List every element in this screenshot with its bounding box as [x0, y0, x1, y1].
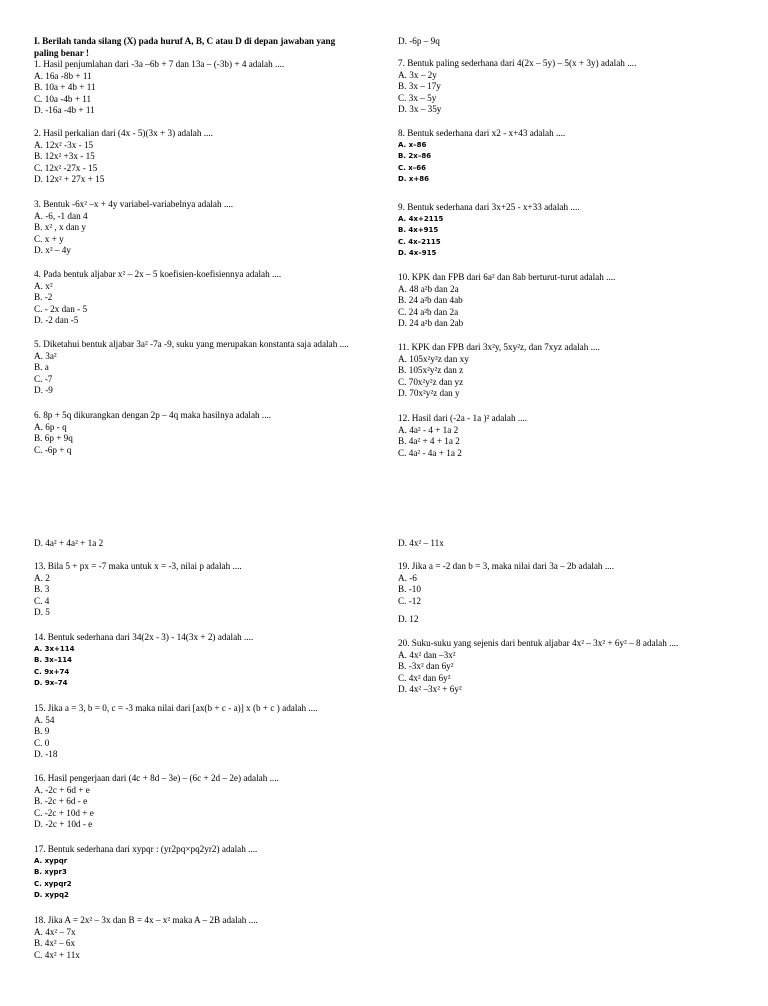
- question-stem: 9. Bentuk sederhana dari 3x+25 - x+33 adalah ....: [398, 202, 580, 212]
- option-c[interactable]: C. 4x² dan 6y²: [398, 672, 451, 683]
- question-13: [34, 561, 374, 619]
- option-c[interactable]: C. 3x – 5y: [398, 92, 437, 103]
- option-d[interactable]: D. -18: [34, 749, 58, 760]
- option-b[interactable]: B. 4a² + 4 + 1a 2: [398, 436, 460, 447]
- section-heading: I. Berilah tanda silang (X) pada huruf A, B, C atau D di depan jawaban yang paling benar !: [34, 36, 336, 58]
- question-16: [34, 773, 374, 831]
- option-b[interactable]: B. -3x² dan 6y²: [398, 661, 454, 672]
- question-stem: 17. Bentuk sederhana dari xypqr : (yr2pq×pq2yr2) adalah ....: [34, 844, 258, 854]
- option-c[interactable]: C. 12x² -27x - 15: [34, 162, 98, 173]
- question-20: [398, 638, 738, 696]
- option-c[interactable]: C. -12: [398, 595, 421, 606]
- question-stem: 2. Hasil perkalian dari (4x - 5)(3x + 3) adalah ....: [34, 128, 213, 138]
- option-b[interactable]: B. -2: [34, 292, 53, 303]
- option-a[interactable]: A. 4x² – 7x: [34, 926, 76, 937]
- option-b[interactable]: B. 24 a²b dan 4ab: [398, 295, 463, 306]
- option-d[interactable]: D. 24 a²b dan 2ab: [398, 318, 464, 329]
- option-d[interactable]: D. x+86: [398, 175, 430, 184]
- option-c[interactable]: C. 4x–2115: [398, 237, 441, 246]
- question-stem: 13. Bila 5 + px = -7 maka untuk x = -3, nilai p adalah ....: [34, 561, 242, 571]
- option-d[interactable]: D. 4a² + 4a² + 1a 2: [34, 538, 104, 548]
- option-d[interactable]: D. 12x² + 27x + 15: [34, 174, 105, 185]
- question-9: [398, 202, 738, 260]
- option-a[interactable]: A. x²: [34, 280, 53, 291]
- question-stem: 16. Hasil pengerjaan dari (4c + 8d – 3e) – (6c + 2d – 2e) adalah ....: [34, 773, 279, 783]
- question-stem: 19. Jika a = -2 dan b = 3, maka nilai dari 3a – 2b adalah ....: [398, 561, 615, 571]
- option-b[interactable]: B. 3x–114: [34, 656, 72, 665]
- question-15: [34, 703, 374, 761]
- left-top-column: [34, 36, 374, 476]
- option-a[interactable]: A. 105x²y²z dan xy: [398, 353, 469, 364]
- option-a[interactable]: A. 3x+114: [34, 644, 75, 653]
- right-bottom-column: [398, 538, 738, 738]
- option-d[interactable]: D. -16a -4b + 11: [34, 105, 95, 116]
- question-stem: 6. 8p + 5q dikurangkan dengan 2p – 4q maka hasilnya adalah ....: [34, 410, 272, 420]
- option-b[interactable]: B. 9: [34, 726, 50, 737]
- question-6-continued: [398, 36, 738, 48]
- option-c[interactable]: C. -7: [34, 373, 53, 384]
- option-a[interactable]: A. 3x – 2y: [398, 69, 437, 80]
- option-c[interactable]: C. - 2x dan - 5: [34, 303, 88, 314]
- option-d[interactable]: D. 9x–74: [34, 679, 68, 688]
- question-stem: 4. Pada bentuk aljabar x² – 2x – 5 koefisien-koefisiennya adalah ....: [34, 269, 282, 279]
- option-a[interactable]: A. -6, -1 dan 4: [34, 210, 88, 221]
- option-c[interactable]: C. x–66: [398, 163, 426, 172]
- option-a[interactable]: A. 3a²: [34, 350, 57, 361]
- option-b[interactable]: B. -10: [398, 584, 421, 595]
- question-stem: 14. Bentuk sederhana dari 34(2x - 3) - 14(3x + 2) adalah ....: [34, 632, 254, 642]
- right-top-column: [398, 36, 738, 476]
- option-a[interactable]: A. -6: [398, 572, 417, 583]
- option-a[interactable]: A. 48 a²b dan 2a: [398, 283, 459, 294]
- question-18-continued: [398, 538, 738, 550]
- question-stem: 8. Bentuk sederhana dari x2 - x+43 adalah ....: [398, 128, 566, 138]
- option-c[interactable]: C. 10a -4b + 11: [34, 93, 92, 104]
- option-b[interactable]: B. 3x – 17y: [398, 81, 441, 92]
- question-18: [34, 915, 374, 961]
- question-10: [398, 272, 738, 330]
- option-a[interactable]: A. 4x+2115: [398, 214, 444, 223]
- question-4: [34, 269, 374, 327]
- question-5: [34, 339, 374, 397]
- question-stem: 1. Hasil penjumlahan dari -3a –6b + 7 dan 13a – (-3b) + 4 adalah ....: [34, 59, 285, 69]
- option-b[interactable]: B. xypr3: [34, 868, 67, 877]
- option-a[interactable]: A. -2c + 6d + e: [34, 784, 90, 795]
- option-d[interactable]: D. -2c + 10d - e: [34, 819, 93, 830]
- option-d[interactable]: D. 4x–915: [398, 249, 437, 258]
- left-bottom-column: [34, 538, 374, 968]
- option-d[interactable]: D. 5: [34, 607, 50, 618]
- option-d[interactable]: D. 4x² – 11x: [398, 538, 444, 548]
- option-c[interactable]: C. 24 a²b dan 2a: [398, 306, 459, 317]
- option-a[interactable]: A. x–86: [398, 140, 427, 149]
- option-c[interactable]: C. 4a² - 4a + 1a 2: [398, 447, 462, 458]
- option-b[interactable]: B. 4x² – 6x: [34, 938, 76, 949]
- question-stem: 18. Jika A = 2x² – 3x dan B = 4x – x² maka A – 2B adalah ....: [34, 915, 258, 925]
- option-b[interactable]: B. 105x²y²z dan z: [398, 365, 464, 376]
- option-b[interactable]: B. 4x+915: [398, 226, 439, 235]
- option-b[interactable]: B. -2c + 6d - e: [34, 796, 88, 807]
- option-d[interactable]: D. 4x² –3x² + 6y²: [398, 684, 462, 695]
- option-c[interactable]: C. -6p + q: [34, 444, 72, 455]
- option-d[interactable]: D. -6p – 9q: [398, 36, 440, 46]
- question-stem: 11. KPK dan FPB dari 3x²y, 5xy²z, dan 7xyz adalah ....: [398, 342, 600, 352]
- option-c[interactable]: C. 9x+74: [34, 667, 70, 676]
- option-c[interactable]: C. 4x² + 11x: [34, 949, 80, 960]
- question-stem: 10. KPK dan FPB dari 6a² dan 8ab berturut-turut adalah ....: [398, 272, 616, 282]
- question-11: [398, 342, 738, 400]
- question-stem: 7. Bentuk paling sederhana dari 4(2x – 5y) – 5(x + 3y) adalah ....: [398, 58, 637, 68]
- option-c[interactable]: C. 0: [34, 737, 50, 748]
- question-19: [398, 561, 738, 607]
- option-a[interactable]: A. xypqr: [34, 856, 68, 865]
- option-b[interactable]: B. 10a + 4b + 11: [34, 82, 96, 93]
- option-a[interactable]: A. 4a² - 4 + 1a 2: [398, 424, 459, 435]
- question-3: [34, 199, 374, 257]
- option-d[interactable]: D. -2 dan -5: [34, 315, 79, 326]
- option-b[interactable]: B. x² , x dan y: [34, 222, 87, 233]
- option-d[interactable]: D. 3x – 35y: [398, 104, 442, 115]
- question-19-continued: [398, 614, 738, 626]
- question-stem: 15. Jika a = 3, b = 0, c = -3 maka nilai dari [ax(b + c - a)] x (b + c ) adalah ....: [34, 703, 318, 713]
- option-b[interactable]: B. 12x² +3x - 15: [34, 151, 95, 162]
- option-b[interactable]: B. 6p + 9q: [34, 433, 73, 444]
- option-d[interactable]: D. x² – 4y: [34, 245, 71, 256]
- option-b[interactable]: B. 3: [34, 584, 50, 595]
- option-b[interactable]: B. a: [34, 362, 49, 373]
- option-b[interactable]: B. 2x–86: [398, 152, 432, 161]
- question-stem: 20. Suku-suku yang sejenis dari bentuk aljabar 4x² – 3x² + 6y² – 8 adalah ....: [398, 638, 679, 648]
- question-stem: 12. Hasil dari (-2a - 1a )² adalah ....: [398, 413, 528, 423]
- question-stem: 5. Diketahui bentuk aljabar 3a² -7a -9, suku yang merupakan konstanta saja adalah ....: [34, 339, 349, 349]
- question-2: [34, 128, 374, 186]
- question-6: [34, 410, 374, 456]
- option-c[interactable]: C. x + y: [34, 233, 64, 244]
- question-7: [398, 58, 738, 116]
- question-1: [34, 59, 374, 117]
- question-12: [398, 413, 738, 459]
- option-c[interactable]: C. xypqr2: [34, 879, 72, 888]
- option-c[interactable]: C. 4: [34, 595, 50, 606]
- option-a[interactable]: A. 6p - q: [34, 421, 67, 432]
- option-a[interactable]: A. 54: [34, 714, 55, 725]
- option-d[interactable]: D. 12: [398, 614, 419, 624]
- question-8: [398, 128, 738, 186]
- option-d[interactable]: D. -9: [34, 385, 53, 396]
- question-stem: 3. Bentuk -6x² –x + 4y variabel-variabelnya adalah ....: [34, 199, 234, 209]
- option-a[interactable]: A. 2: [34, 572, 50, 583]
- option-c[interactable]: C. 70x²y²z dan yz: [398, 376, 464, 387]
- option-c[interactable]: C. -2c + 10d + e: [34, 807, 94, 818]
- option-a[interactable]: A. 16a -8b + 11: [34, 70, 92, 81]
- question-12-continued: [34, 538, 374, 550]
- option-a[interactable]: A. 4x² dan –3x²: [398, 649, 456, 660]
- option-a[interactable]: A. 12x² -3x - 15: [34, 139, 94, 150]
- question-17: [34, 844, 374, 902]
- question-14: [34, 632, 374, 690]
- option-d[interactable]: D. 70x²y²z dan y: [398, 388, 460, 399]
- option-d[interactable]: D. xypq2: [34, 891, 69, 900]
